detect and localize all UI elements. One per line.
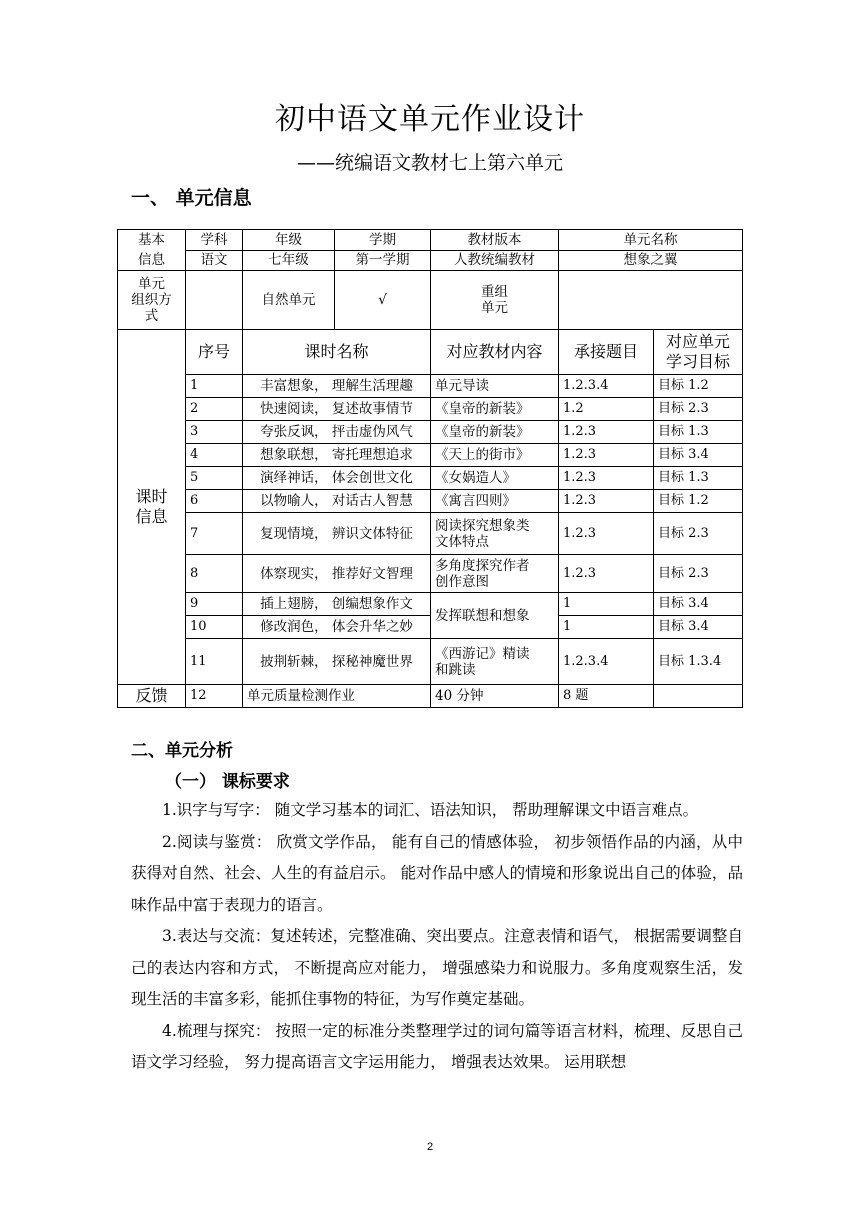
lesson-goal: 目标 3.4 — [654, 616, 743, 639]
lesson-content: 发挥联想和想象 — [431, 593, 559, 639]
lesson-no: 2 — [186, 398, 243, 421]
page-number: 2 — [426, 1141, 434, 1153]
section-heading-unit-analysis: 二、单元分析 — [131, 741, 233, 761]
paragraph: 2.阅读与鉴赏： 欣赏文学作品， 能有自己的情感体验， 初步领悟作品的内涵，从中获得对自然、社会、人生的有益启示。 能对作品中感人的情境和形象说出自己的体验，品味作品中富于表现力的语言。 — [131, 832, 743, 914]
header-unit-name: 单元名称 — [559, 230, 743, 251]
feedback-name: 单元质量检测作业 — [243, 685, 431, 708]
lesson-goal: 目标 2.3 — [654, 513, 743, 555]
lesson-name: 以物喻人， 对话古人智慧 — [243, 490, 431, 513]
value-term: 第一学期 — [335, 250, 431, 271]
lesson-name: 修改润色， 体会升华之妙 — [243, 616, 431, 639]
lesson-no: 5 — [186, 467, 243, 490]
lesson-header-no: 序号 — [186, 330, 243, 375]
lesson-name: 想象联想， 寄托理想追求 — [243, 444, 431, 467]
lesson-no: 11 — [186, 639, 243, 685]
org-regroup-unit: 重组 单元 — [431, 271, 559, 330]
org-check-mark: √ — [335, 271, 431, 330]
feedback-duration: 40 分钟 — [431, 685, 559, 708]
lesson-content: 阅读探究想象类 文体特点 — [431, 513, 559, 555]
lesson-goal: 目标 1.2 — [654, 490, 743, 513]
feedback-no: 12 — [186, 685, 243, 708]
lesson-content: 《天上的街市》 — [431, 444, 559, 467]
lesson-content: 《西游记》精读 和跳读 — [431, 639, 559, 685]
lesson-no: 9 — [186, 593, 243, 616]
lesson-header-name: 课时名称 — [243, 330, 431, 375]
subheading-curriculum-requirements: （一） 课标要求 — [165, 772, 290, 792]
lesson-header-goal: 对应单元 学习目标 — [654, 330, 743, 375]
lesson-task: 1.2 — [559, 398, 654, 421]
lesson-goal: 目标 2.3 — [654, 555, 743, 593]
header-textbook: 教材版本 — [431, 230, 559, 251]
lesson-header-task: 承接题目 — [559, 330, 654, 375]
lesson-name: 夸张反讽， 抨击虚伪风气 — [243, 421, 431, 444]
feedback-label: 反馈 — [118, 685, 186, 708]
lesson-name: 快速阅读， 复述故事情节 — [243, 398, 431, 421]
lesson-name: 演绎神话， 体会创世文化 — [243, 467, 431, 490]
value-textbook: 人教统编教材 — [431, 250, 559, 271]
header-term: 学期 — [335, 230, 431, 251]
lesson-task: 1 — [559, 616, 654, 639]
org-label: 单元 组织方 式 — [118, 271, 186, 330]
lesson-no: 4 — [186, 444, 243, 467]
document-subtitle: ——统编语文教材七上第六单元 — [296, 152, 563, 174]
unit-info-table — [117, 229, 743, 708]
lesson-task: 1 — [559, 593, 654, 616]
lesson-goal: 目标 2.3 — [654, 398, 743, 421]
lesson-name: 插上翅膀， 创编想象作文 — [243, 593, 431, 616]
lesson-goal: 目标 3.4 — [654, 444, 743, 467]
header-grade: 年级 — [243, 230, 335, 251]
lesson-name: 丰富想象， 理解生活理趣 — [243, 375, 431, 398]
lesson-task: 1.2.3.4 — [559, 639, 654, 685]
lesson-no: 7 — [186, 513, 243, 555]
section-heading-unit-info: 一、 单元信息 — [131, 187, 252, 209]
lesson-content: 《女娲造人》 — [431, 467, 559, 490]
lesson-task: 1.2.3 — [559, 467, 654, 490]
basic-info-label: 基本 信息 — [118, 230, 186, 271]
org-natural-unit: 自然单元 — [243, 271, 335, 330]
lesson-no: 1 — [186, 375, 243, 398]
lesson-task: 1.2.3 — [559, 513, 654, 555]
feedback-empty-cell — [654, 685, 743, 708]
paragraph: 1.识字与写字： 随文学习基本的词汇、语法知识， 帮助理解课文中语言难点。 — [162, 801, 699, 819]
lesson-name: 复现情境， 辨识文体特征 — [243, 513, 431, 555]
lesson-task: 1.2.3 — [559, 555, 654, 593]
value-grade: 七年级 — [243, 250, 335, 271]
lesson-goal: 目标 3.4 — [654, 593, 743, 616]
lesson-content: 《皇帝的新装》 — [431, 398, 559, 421]
lesson-content: 《皇帝的新装》 — [431, 421, 559, 444]
lesson-no: 8 — [186, 555, 243, 593]
lesson-task: 1.2.3 — [559, 444, 654, 467]
lesson-no: 6 — [186, 490, 243, 513]
value-unit-name: 想象之翼 — [559, 250, 743, 271]
paragraph: 4.梳理与探究： 按照一定的标准分类整理学过的词句篇等语言材料，梳理、反思自己语文学习经验， 努力提高语言文字运用能力， 增强表达效果。 运用联想 — [131, 1021, 743, 1071]
paragraph: 3.表达与交流：复述转述，完整准确、突出要点。注意表情和语气， 根据需要调整自己的表达内容和方式， 不断提高应对能力， 增强感染力和说服力。多角度观察生活，发现生活的丰富多彩，能抓住事物的特征，为写作奠定基础。 — [131, 927, 743, 1008]
lesson-no: 3 — [186, 421, 243, 444]
lesson-goal: 目标 1.3.4 — [654, 639, 743, 685]
lesson-no: 10 — [186, 616, 243, 639]
lesson-task: 1.2.3.4 — [559, 375, 654, 398]
lesson-name: 体察现实， 推荐好文智理 — [243, 555, 431, 593]
lesson-goal: 目标 1.2 — [654, 375, 743, 398]
lesson-header-content: 对应教材内容 — [431, 330, 559, 375]
value-subject: 语文 — [186, 250, 243, 271]
requirements-body — [131, 795, 743, 1079]
lesson-goal: 目标 1.3 — [654, 421, 743, 444]
lesson-content: 《寓言四则》 — [431, 490, 559, 513]
feedback-task-count: 8 题 — [559, 685, 654, 708]
document-title: 初中语文单元作业设计 — [275, 102, 585, 137]
lesson-task: 1.2.3 — [559, 490, 654, 513]
lesson-content: 单元导读 — [431, 375, 559, 398]
org-empty-cell — [186, 271, 243, 330]
lesson-name: 披荆斩棘， 探秘神魔世界 — [243, 639, 431, 685]
header-subject: 学科 — [186, 230, 243, 251]
lesson-goal: 目标 1.3 — [654, 467, 743, 490]
lesson-info-label: 课时 信息 — [118, 330, 186, 685]
lesson-content: 多角度探究作者 创作意图 — [431, 555, 559, 593]
org-empty-cell — [559, 271, 743, 330]
lesson-task: 1.2.3 — [559, 421, 654, 444]
